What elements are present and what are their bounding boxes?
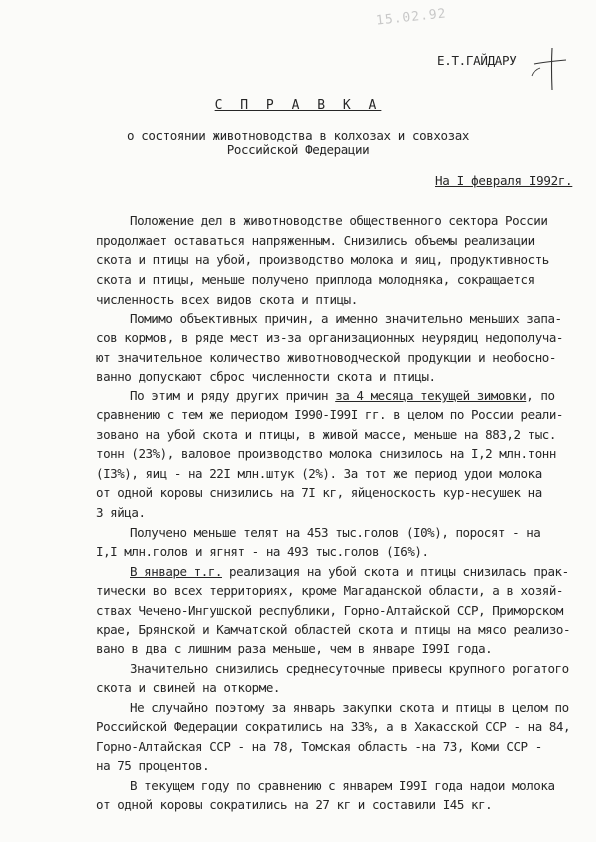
text-line: Получено меньше телят на 453 тыс.голов (I0%), поросят - на [130,525,541,540]
text-line: на 75 процентов. [96,758,210,773]
addressee: Е.Т.ГАЙДАРУ [437,53,517,68]
text-line: продолжает оставаться напряженным. Снизились объемы реализации [96,233,535,248]
text-line: (I3%), яиц - на 22I млн.штук (2%). За тот же период удои молока [96,466,542,481]
document-date: На I февраля I992г. [435,173,573,188]
text-segment: По этим и ряду других причин [130,388,336,403]
subtitle-line: Российской Федерации [226,142,370,157]
text-line: скота и свиней на откорме. [96,680,280,695]
text-line: Российской Федерации сократились на 33%, а в Хакасской ССР - на 84, [96,719,571,734]
text-line: вано в два с лишним раза меньше, чем в январе I99I года. [96,641,493,656]
text-line: Положение дел в животноводстве общественного сектора России [130,213,548,228]
registration-stamp: 15.02.92 [375,6,448,29]
text-line: Горно-Алтайская ССР - на 78, Томская область -на 73, Коми ССР - [96,739,542,754]
underlined-phrase: за 4 месяца текущей зимовки [335,388,527,403]
text-line: от одной коровы снизились на 7I кг, яйценоскость кур-несушек на [96,485,542,500]
text-line [130,388,555,403]
text-line: ствах Чечено-Ингушской республики, Горно-Алтайской ССР, Приморском [96,603,563,618]
text-line: численность всех видов скота и птицы. [96,292,358,307]
text-line: сов кормов, в ряде мест из-за организационных неурядиц недополуча- [96,330,563,345]
text-line: ванно допускают сброс численности скота и птицы. [96,369,436,384]
text-line: Помимо объективных причин, а именно значительно меньших запа- [130,311,562,326]
text-line [130,564,569,579]
text-line: тонн (23%), валовое производство молока снизилось на I,2 млн.тонн [96,446,556,461]
text-line: Значительно снизились среднесуточные привесы крупного рогатого [130,661,569,676]
subtitle-line: о состоянии животноводства в колхозах и совхозах [126,128,470,143]
signature-mark [530,46,570,96]
text-line: зовано на убой скота и птицы, в живой массе, меньше на 883,2 тыс. [96,427,556,442]
text-segment: , по [526,388,555,403]
text-line: ют значительное количество животноводческой продукции и необосно- [96,350,556,365]
text-line: скота и птицы, меньше получено приплода молодняка, сокращается [96,272,535,287]
text-line: скота и птицы на убой, производство молока и яиц, продуктивность [96,252,549,267]
document-subtitle [0,129,596,157]
underlined-phrase: В январе т.г. [130,564,222,579]
text-line: крае, Брянской и Камчатской областей скота и птицы на мясо реализо- [96,622,571,637]
text-line: тически во всех территориях, кроме Магаданской области, а в хозяй- [96,583,563,598]
text-line: Не случайно поэтому за январь закупки скота и птицы в целом по [130,700,569,715]
text-line: от одной коровы сократились на 27 кг и составили I45 кг. [96,797,493,812]
text-segment: реализация на убой скота и птицы снизилась прак- [221,564,569,579]
text-line: В текущем году по сравнению с январем I99I года надои молока [130,778,555,793]
text-line: I,I млн.голов и ягнят - на 493 тыс.голов (I6%). [96,544,429,559]
text-line: 3 яйца. [96,505,146,520]
text-line: сравнению с тем же периодом I990-I99I гг. в целом по России реали- [96,407,563,422]
document-title: С П Р А В К А [214,98,382,113]
